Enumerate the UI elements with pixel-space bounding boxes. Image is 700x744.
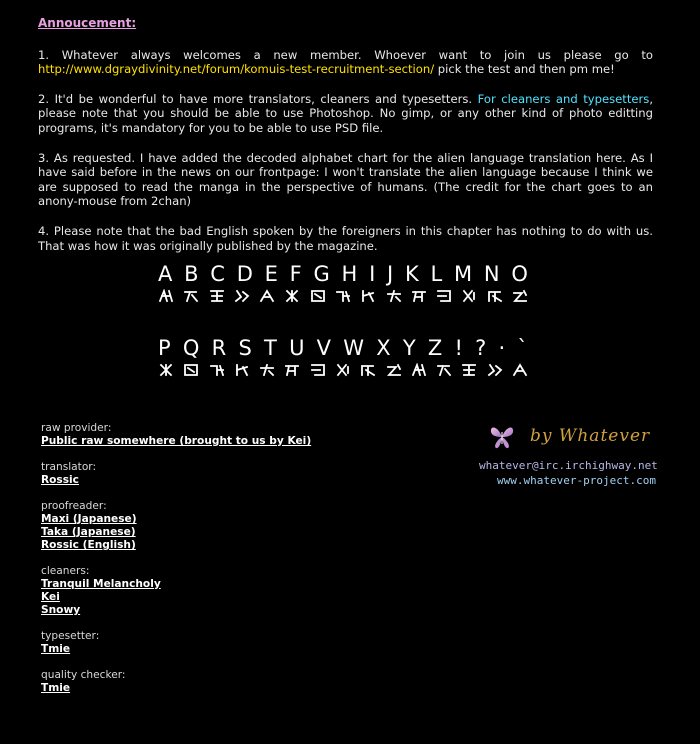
alien-glyph-icon: [436, 363, 452, 377]
alien-glyph-icon: [183, 363, 199, 377]
announcement-item-2: 2. It'd be wonderful to have more translators, cleaners and typesetters. For cleaners and typesetters, please note that you should be able to use Photoshop. No gimp, or any other kind of photo editting programs, it's mandatory for you to be able to use PSD file.: [38, 91, 653, 135]
alphabet-letter: I: [369, 262, 376, 286]
alphabet-letter: C: [210, 262, 225, 286]
announcement-item-3: 3. As requested. I have added the decoded alphabet chart for the alien language translation here. As I have said before in the news on our frontpage: I won't translate the alien language because I think we are supposed to read the manga in the perspective of humans. (The credit for the chart goes to an anony-mouse from 2chan): [38, 150, 653, 209]
alphabet-letter: N: [483, 262, 500, 286]
raw-provider-name[interactable]: Public raw somewhere (brought to us by Kei): [41, 435, 312, 447]
alphabet-letter: P: [158, 336, 171, 360]
alien-glyphs-row-1: [158, 289, 528, 303]
alphabet-chart-row-2: [158, 336, 528, 377]
alien-glyph-icon: [386, 289, 402, 303]
alphabet-letter: M: [453, 262, 473, 286]
alien-glyph-icon: [487, 289, 503, 303]
alien-glyph-icon: [259, 363, 275, 377]
alphabet-letter: W: [343, 336, 365, 360]
recruitment-link[interactable]: http://www.dgraydivinity.net/forum/komuis-test-recruitment-section/: [38, 62, 435, 77]
alien-glyph-icon: [158, 363, 174, 377]
website-url[interactable]: www.whatever-project.com: [497, 474, 656, 487]
alien-glyph-icon: [284, 289, 300, 303]
alphabet-letter: S: [238, 336, 252, 360]
alien-glyph-icon: [512, 363, 528, 377]
announcement: [38, 16, 653, 268]
alphabet-letter: X: [376, 336, 391, 360]
alphabet-letter: ·: [498, 336, 506, 360]
alien-glyphs-row-2: [158, 363, 528, 377]
alien-glyph-icon: [284, 363, 300, 377]
alien-glyph-icon: [310, 363, 326, 377]
announcement-item-4: 4. Please note that the bad English spoken by the foreigners in this chapter has nothing to do with us. That was how it was originally published by the magazine.: [38, 223, 653, 253]
alphabet-letter: Q: [182, 336, 200, 360]
announcement-heading: Annoucement:: [38, 16, 137, 30]
typesetter-label: typesetter:: [41, 630, 100, 642]
alien-glyph-icon: [209, 363, 225, 377]
translator-label: translator:: [41, 461, 97, 473]
alphabet-letter: V: [316, 336, 332, 360]
alphabet-letter: !: [454, 336, 463, 360]
alien-glyph-icon: [512, 289, 528, 303]
alien-glyph-icon: [234, 363, 250, 377]
alphabet-letter: F: [289, 262, 302, 286]
alphabet-letter: H: [341, 262, 358, 286]
alien-glyph-icon: [411, 289, 427, 303]
alphabet-letter: L: [430, 262, 443, 286]
announcement-item-1: 1. Whatever always welcomes a new member. Whoever want to join us please go to http://www.dgraydivinity.net/forum/komuis-test-recruitment-section/ pick the test and then pm me!: [38, 47, 653, 77]
alphabet-letter: R: [211, 336, 227, 360]
alphabet-letter: B: [184, 262, 199, 286]
translator-name[interactable]: Rossic: [41, 474, 79, 486]
quality-checker-name[interactable]: Tmie: [41, 682, 71, 694]
alphabet-letter: `: [517, 336, 528, 360]
cleaner-name[interactable]: Kei: [41, 591, 60, 603]
alien-glyph-icon: [158, 289, 174, 303]
group-logo: [478, 422, 658, 492]
alphabet-letter: Y: [402, 336, 416, 360]
alien-glyph-icon: [310, 289, 326, 303]
alien-glyph-icon: [360, 289, 376, 303]
proofreader-name[interactable]: Rossic (English): [41, 539, 136, 551]
raw-provider-label: raw provider:: [41, 422, 112, 434]
butterfly-icon: [488, 424, 516, 450]
alphabet-letter: J: [387, 262, 394, 286]
alien-glyph-icon: [386, 363, 402, 377]
alphabet-letter: A: [158, 262, 173, 286]
alphabet-letter: O: [511, 262, 528, 286]
alphabet-letter: G: [313, 262, 330, 286]
proofreader-name[interactable]: Taka (Japanese): [41, 526, 136, 538]
alien-glyph-icon: [259, 289, 275, 303]
alien-glyph-icon: [436, 289, 452, 303]
alphabet-letter: D: [236, 262, 253, 286]
alien-glyph-icon: [411, 363, 427, 377]
alien-glyph-icon: [234, 289, 250, 303]
alien-glyph-icon: [335, 363, 351, 377]
cleaner-name[interactable]: Snowy: [41, 604, 81, 616]
alphabet-letter: Z: [427, 336, 443, 360]
alien-glyph-icon: [487, 363, 503, 377]
cleaner-name[interactable]: Tranquil Melancholy: [41, 578, 161, 590]
quality-checker-label: quality checker:: [41, 669, 126, 681]
alphabet-letter: K: [405, 262, 419, 286]
cleaners-highlight: For cleaners and typesetters: [477, 91, 650, 106]
alien-glyph-icon: [209, 289, 225, 303]
logo-signature: by Whatever: [530, 426, 651, 446]
alphabet-chart-row-1: [158, 262, 528, 303]
alien-glyph-icon: [360, 363, 376, 377]
latin-letters-row-1: [158, 262, 528, 286]
staff-credits: [41, 422, 311, 695]
alien-glyph-icon: [335, 289, 351, 303]
cleaners-label: cleaners:: [41, 565, 90, 577]
alphabet-letter: ?: [475, 336, 487, 360]
latin-letters-row-2: [158, 336, 528, 360]
proofreader-label: proofreader:: [41, 500, 107, 512]
alien-glyph-icon: [461, 363, 477, 377]
alphabet-letter: U: [289, 336, 305, 360]
alien-glyph-icon: [461, 289, 477, 303]
alien-glyph-icon: [183, 289, 199, 303]
proofreader-name[interactable]: Maxi (Japanese): [41, 513, 137, 525]
alphabet-letter: E: [264, 262, 278, 286]
irc-address: whatever@irc.irchighway.net: [479, 459, 658, 472]
typesetter-name[interactable]: Tmie: [41, 643, 71, 655]
alphabet-letter: T: [264, 336, 277, 360]
